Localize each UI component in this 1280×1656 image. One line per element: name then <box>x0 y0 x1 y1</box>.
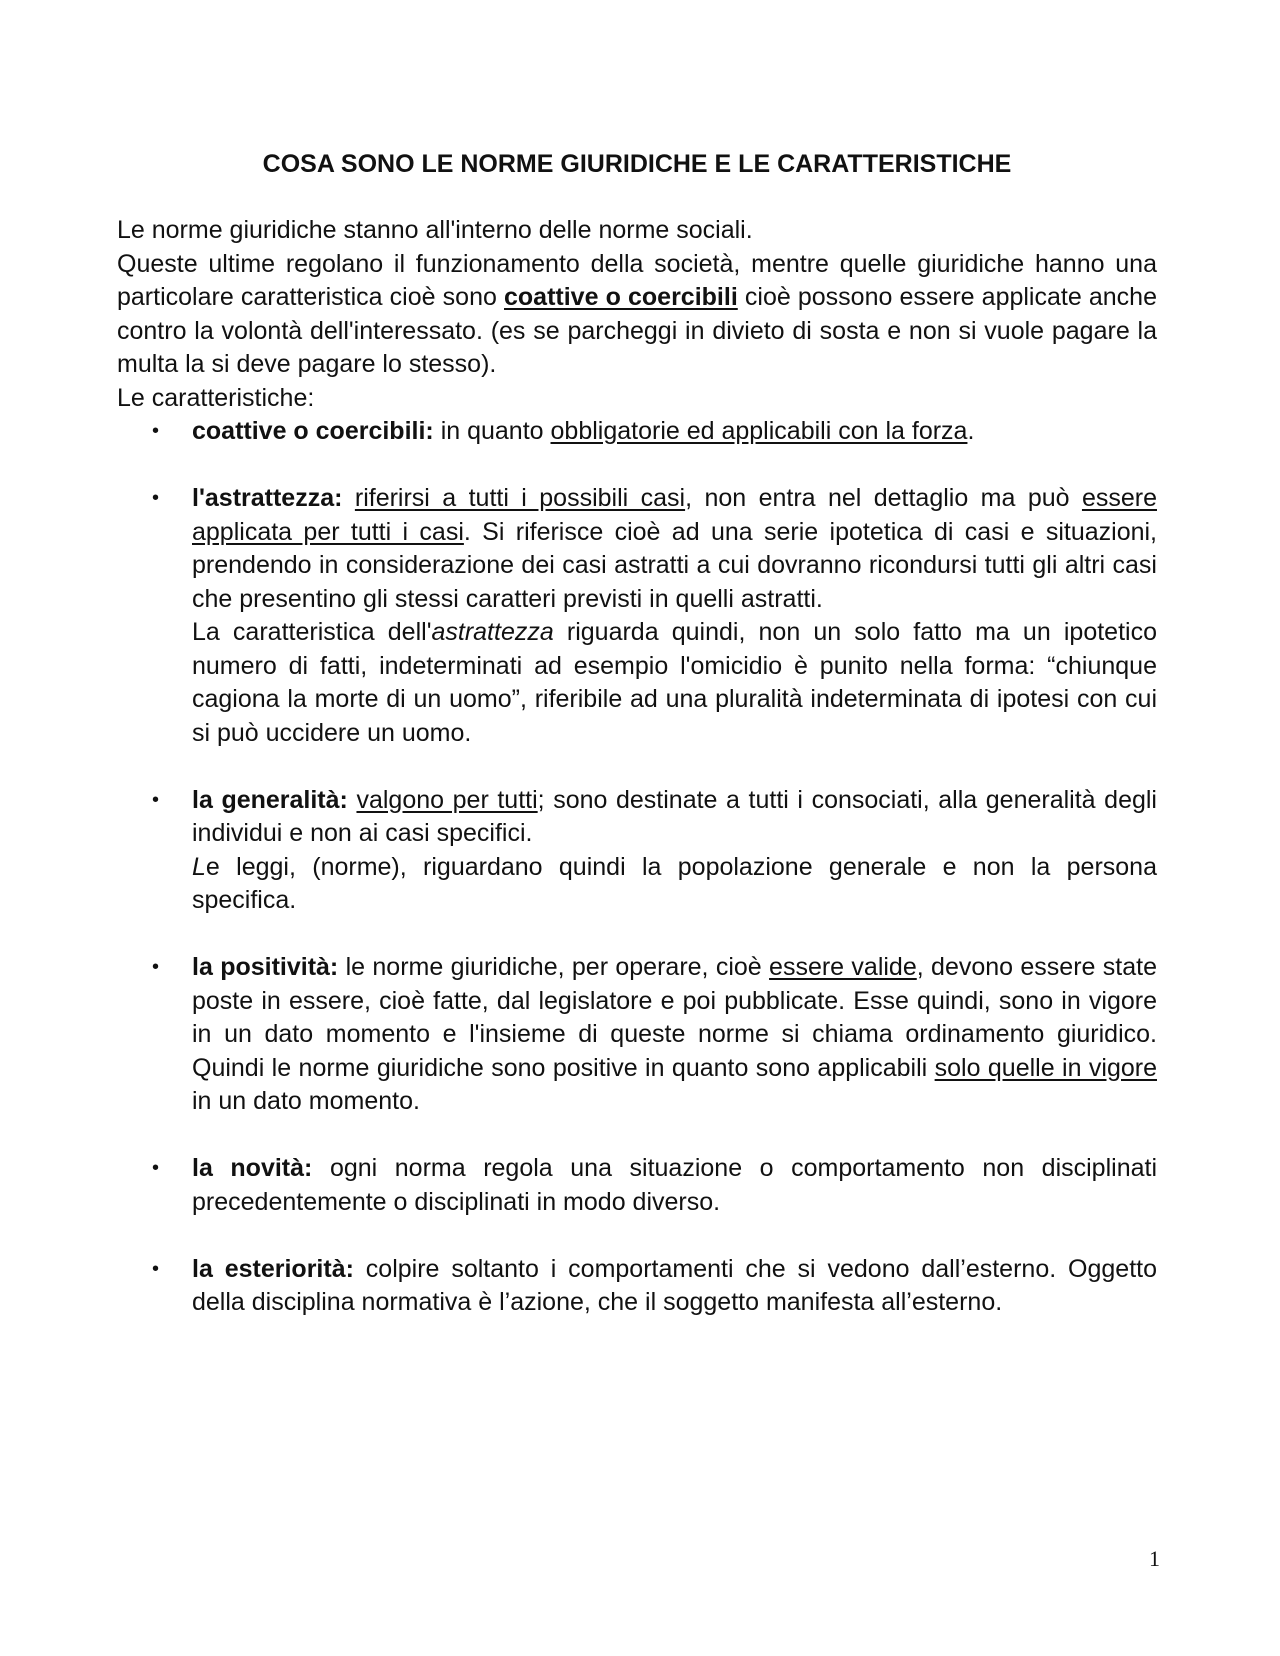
intro-paragraph <box>117 248 1157 382</box>
characteristics-list <box>117 415 1157 1320</box>
item-underlined: riferirsi a tutti i possibili casi <box>354 484 686 512</box>
item-term: la novità: <box>192 1154 313 1182</box>
item-underlined: essere valide <box>769 953 917 981</box>
item-text: , devono essere state poste in essere, cioè fatte, dal legislatore e poi pubblicate. Esse quindi, sono in vigore in un dato momento e l'insieme di queste norme si chiama ordinamento giuridico. Quindi le norme giuridiche sono positive in quanto sono applicabili <box>192 953 1157 1082</box>
page-number: 1 <box>1149 1546 1160 1571</box>
intro-emphasis: coattive o coercibili <box>504 283 738 311</box>
bullet-icon: • <box>152 420 160 442</box>
item-text: in un dato momento. <box>192 1087 420 1115</box>
item-text: colpire soltanto i comportamenti che si vedono dall’esterno. Oggetto della disciplina normativa è l’azione, che il soggetto manifesta all’esterno. <box>192 1254 1157 1316</box>
item-underlined: obbligatorie ed applicabili con la forza <box>550 417 968 445</box>
item-text: in quanto <box>433 417 551 445</box>
item-text: . <box>967 417 975 445</box>
item-term: coattive o coercibili: <box>192 417 434 445</box>
item-term: la esteriorità: <box>192 1254 354 1283</box>
sub-text: e leggi, (norme), riguardano quindi la popolazione generale e non la persona specifica. <box>192 852 1157 914</box>
list-item-coattive <box>152 415 1157 449</box>
item-text: ; sono destinate a tutti i consociati, alla generalità degli individui e non ai casi specifici. <box>192 785 1157 847</box>
list-item-positivita <box>152 951 1157 1119</box>
sub-text: riguarda quindi, non un solo fatto ma un ipotetico numero di fatti, indeterminati ad esempio l'omicidio è punito nella forma: “chiunque cagiona la morte di un uomo”, riferibile ad una pluralità indeterminata di ipotesi con cui si può uccidere un uomo. <box>192 618 1157 747</box>
item-text: ogni norma regola una situazione o comportamento non disciplinati precedentemente o disciplinati in modo diverso. <box>192 1154 1158 1216</box>
bullet-icon: • <box>152 788 160 811</box>
sub-italic: astrattezza <box>431 618 554 646</box>
item-underlined: essere applicata per tutti i casi <box>192 484 1157 546</box>
item-text: , non entra nel dettaglio ma può <box>685 484 1082 512</box>
list-item-generalita <box>152 784 1157 918</box>
bullet-icon: • <box>152 487 160 509</box>
list-item-novita <box>152 1152 1158 1219</box>
item-subparagraph <box>192 851 1157 918</box>
item-term: la positività: <box>192 953 339 981</box>
sub-text: La caratteristica dell' <box>192 618 432 646</box>
item-underlined: solo quelle in vigore <box>934 1053 1157 1082</box>
item-term: l'astrattezza: <box>192 484 343 512</box>
item-subparagraph <box>192 616 1157 750</box>
item-underlined: valgono per tutti <box>356 785 538 814</box>
bullet-icon: • <box>152 956 160 978</box>
intro-line: Le norme giuridiche stanno all'interno delle norme sociali. <box>117 216 753 244</box>
item-term: la generalità: <box>192 785 348 814</box>
characteristics-heading: Le caratteristiche: <box>117 383 315 412</box>
list-item-astrattezza <box>152 482 1158 750</box>
item-text <box>342 484 354 512</box>
document-body <box>117 214 1157 1353</box>
intro-text-after: cioè possono essere applicate anche contro la volontà dell'interessato. (es se parcheggi in divieto di sosta e non si vuole pagare la multa la si deve pagare lo stesso). <box>117 283 1157 378</box>
document-title: COSA SONO LE NORME GIURIDICHE E LE CARATTERISTICHE <box>262 150 1012 178</box>
item-text: . Si riferisce cioè ad una serie ipotetica di casi e situazioni, prendendo in considerazione dei casi astratti a cui dovranno ricondursi tutti gli altri casi che presentino gli stessi caratteri previsti in quelli astratti. <box>192 517 1158 613</box>
item-text: le norme giuridiche, per operare, cioè <box>338 953 770 981</box>
list-item-esteriorita <box>152 1253 1157 1320</box>
sub-italic: L <box>192 852 206 881</box>
intro-text-before: Queste ultime regolano il funzionamento della società, mentre quelle giuridiche hanno una particolare caratteristica cioè sono <box>117 249 1157 311</box>
bullet-icon: • <box>152 1157 160 1179</box>
bullet-icon: • <box>152 1257 160 1280</box>
